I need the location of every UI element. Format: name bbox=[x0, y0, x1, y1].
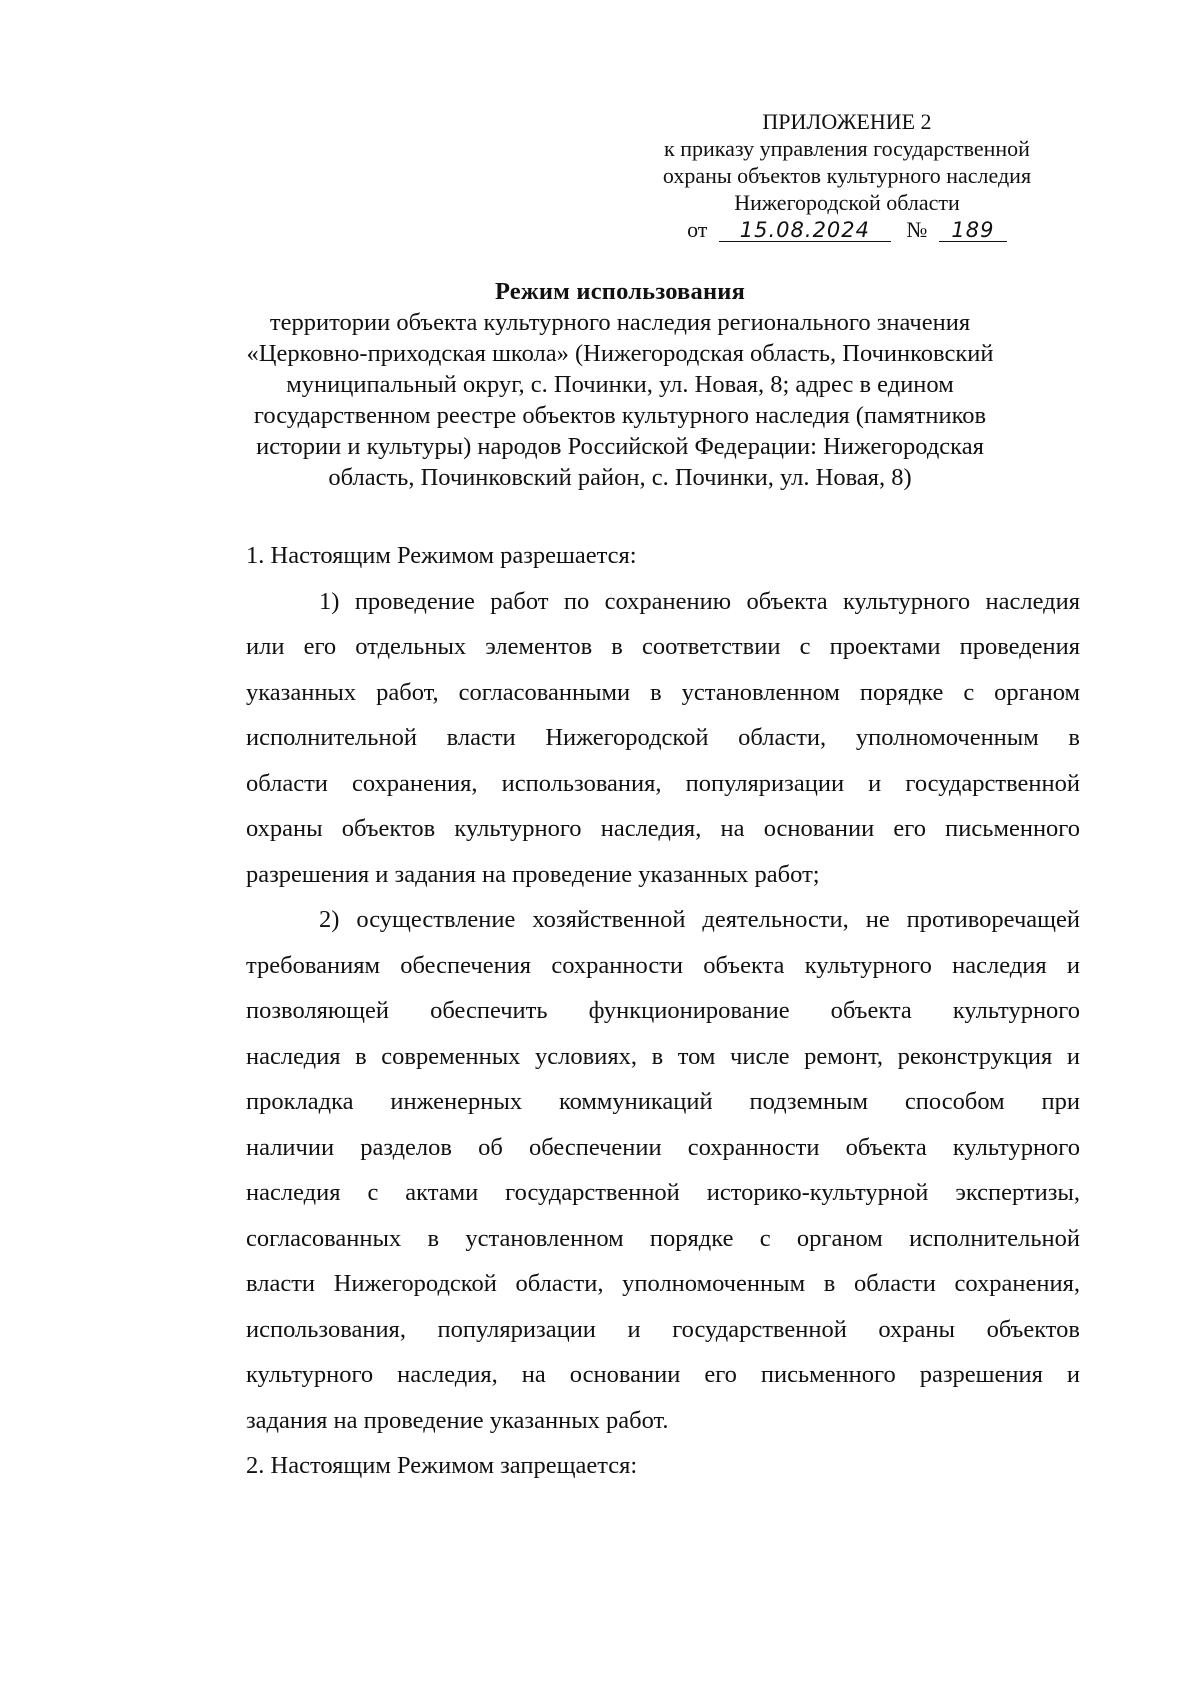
section-1-heading: 1. Настоящим Режимом разрешается: bbox=[246, 542, 637, 569]
item-2-line: власти Нижегородской области, уполномоченным в области сохранения, bbox=[246, 1270, 1080, 1297]
item-1-line: 1) проведение работ по сохранению объекта культурного наследия bbox=[319, 587, 1080, 615]
order-date-number-line bbox=[612, 216, 1082, 243]
subtitle-line-3: муниципальный округ, с. Починки, ул. Новая, 8; адрес в едином bbox=[286, 371, 954, 398]
appendix-line-3: Нижегородской области bbox=[734, 190, 960, 215]
section-2-heading: 2. Настоящим Режимом запрещается: bbox=[246, 1452, 638, 1479]
item-2-line: наличии разделов об обеспечении сохранности объекта культурного bbox=[246, 1133, 1080, 1161]
item-2-line: наследия в современных условиях, в том числе ремонт, реконструкция и bbox=[246, 1042, 1080, 1070]
item-2-line: требованиям обеспечения сохранности объекта культурного наследия и bbox=[246, 951, 1080, 979]
section-1-item-2 bbox=[173, 897, 1080, 1443]
appendix-header bbox=[612, 108, 1082, 243]
subtitle-line-1: территории объекта культурного наследия регионального значения bbox=[269, 309, 971, 336]
item-1-line: исполнительной власти Нижегородской области, уполномоченным в bbox=[246, 724, 1080, 751]
number-sign: № bbox=[906, 217, 928, 242]
subtitle-line-5: истории и культуры) народов Российской Федерации: Нижегородская bbox=[256, 433, 984, 460]
item-2-line: согласованных в установленном порядке с органом исполнительной bbox=[246, 1224, 1080, 1252]
subtitle-line-6: область, Починковский район, с. Починки, ул. Новая, 8) bbox=[328, 464, 912, 491]
document-body bbox=[173, 533, 1080, 1489]
item-1-line: охраны объектов культурного наследия, на основании его письменного bbox=[246, 815, 1080, 842]
date-prefix: от bbox=[687, 217, 708, 242]
handwritten-number: 189 bbox=[939, 219, 1007, 242]
appendix-line-1: к приказу управления государственной bbox=[664, 136, 1030, 161]
item-1-line: области сохранения, использования, популяризации и государственной bbox=[246, 769, 1080, 797]
item-2-line: использования, популяризации и государственной охраны объектов bbox=[246, 1315, 1080, 1343]
item-2-line: задания на проведение указанных работ. bbox=[246, 1406, 669, 1434]
item-2-line: прокладка инженерных коммуникаций подземным способом при bbox=[246, 1088, 1080, 1115]
document-title: Режим использования bbox=[494, 278, 746, 305]
item-2-line: культурного наследия, на основании его письменного разрешения и bbox=[246, 1361, 1080, 1388]
item-2-line: позволяющей обеспечить функционирование объекта культурного bbox=[246, 997, 1080, 1024]
subtitle-line-2: «Церковно-приходская школа» (Нижегородская область, Починковский bbox=[246, 340, 994, 367]
appendix-line-2: охраны объектов культурного наследия bbox=[662, 163, 1032, 188]
document-title-block bbox=[160, 276, 1080, 493]
item-2-line: наследия с актами государственной историко-культурной экспертизы, bbox=[246, 1179, 1080, 1206]
item-1-line: указанных работ, согласованными в установленном порядке с органом bbox=[246, 678, 1080, 706]
appendix-title: ПРИЛОЖЕНИЕ 2 bbox=[762, 109, 932, 134]
section-1-item-1 bbox=[173, 579, 1080, 898]
item-1-line: или его отдельных элементов в соответствии с проектами проведения bbox=[246, 633, 1080, 660]
handwritten-date: 15.08.2024 bbox=[719, 219, 891, 242]
item-1-line: разрешения и задания на проведение указанных работ; bbox=[246, 860, 820, 888]
item-2-line: 2) осуществление хозяйственной деятельности, не противоречащей bbox=[319, 906, 1080, 933]
subtitle-line-4: государственном реестре объектов культурного наследия (памятников bbox=[253, 402, 987, 429]
